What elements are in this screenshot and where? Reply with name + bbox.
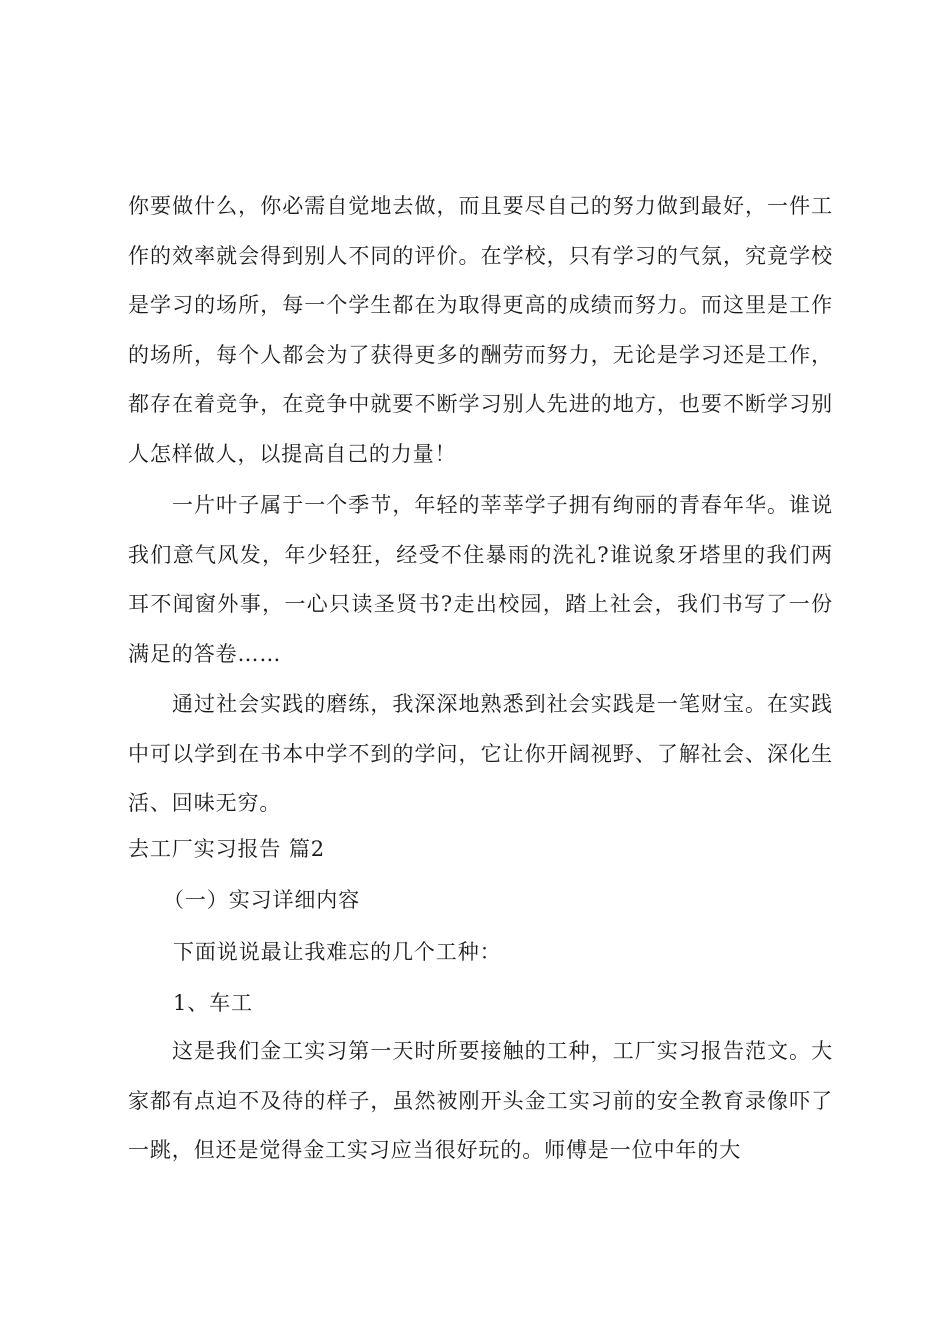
paragraph-social-practice: 通过社会实践的磨练，我深深地熟悉到社会实践是一笔财宝。在实践中可以学到在书本中学不到的学问，它让你开阔视野、了解社会、深化生活、回味无穷。: [128, 692, 833, 815]
section-title: 去工厂实习报告 篇2: [128, 837, 326, 861]
subsection-title: （一）实习详细内容: [163, 888, 361, 912]
paragraph-lathe: 这是我们金工实习第一天时所要接触的工种，工厂实习报告范文。大家都有点迫不及待的样子，虽然被刚开头金工实习前的安全教育录像吓了一跳，但还是觉得金工实习应当很好玩的。师傅是一位中年的大: [128, 1039, 833, 1162]
paragraph-continuation: 你要做什么，你必需自觉地去做，而且要尽自己的努力做到最好，一件工作的效率就会得到别人不同的评价。在学校，只有学习的气氛，究竟学校是学习的场所，每一个学生都在为取得更高的成绩而努力。而这里是工作的场所，每个人都会为了获得更多的酬劳而努力，无论是学习还是工作，都存在着竞争，在竞争中就要不断学习别人先进的地方，也要不断学习别人怎样做人，以提高自己的力量！: [128, 194, 833, 466]
paragraph-leaf-season: 一片叶子属于一个季节，年轻的莘莘学子拥有绚丽的青春年华。谁说我们意气风发，年少轻狂，经受不住暴雨的洗礼?谁说象牙塔里的我们两耳不闻窗外事，一心只读圣贤书?走出校园，踏上社会，我们书写了一份满足的答卷……: [128, 493, 833, 666]
intro-line: 下面说说最让我难忘的几个工种：: [173, 940, 502, 964]
item-title: 1、车工: [173, 991, 253, 1015]
